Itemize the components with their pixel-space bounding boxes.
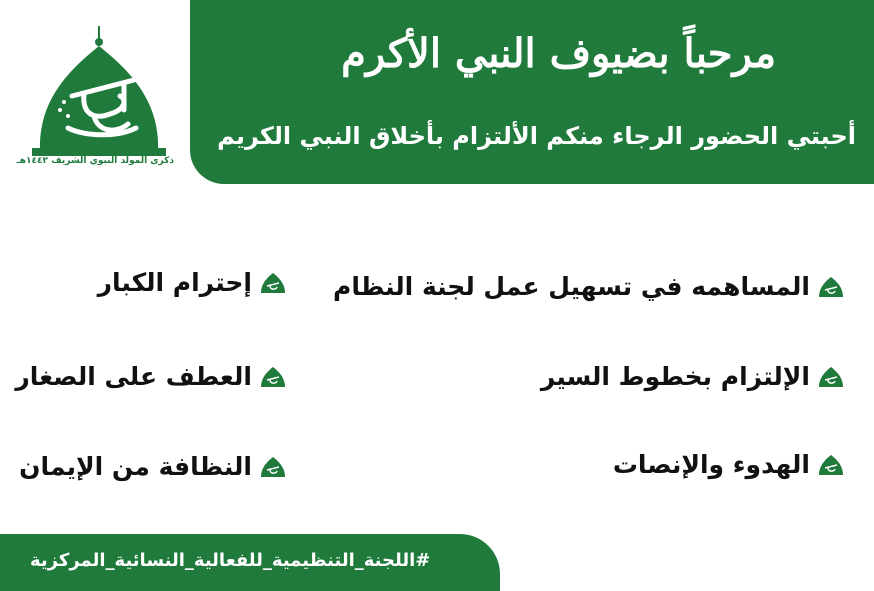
dome-bullet-icon [258, 455, 288, 479]
mosque-dome-logo [16, 24, 174, 170]
dome-bullet-icon [258, 271, 288, 295]
dome-bullet-icon [258, 365, 288, 389]
footer-banner [0, 534, 500, 591]
item-text: العطف على الصغار [15, 362, 252, 391]
footer-hashtag: #اللجنة_التنظيمية_للفعالية_النسائية_المركزية [30, 550, 431, 571]
item-text: الإلتزام بخطوط السير [540, 362, 810, 391]
list-item [333, 272, 846, 301]
dome-bullet-icon [816, 453, 846, 477]
list-item [613, 450, 846, 479]
item-text: النظافة من الإيمان [19, 452, 252, 481]
dome-bullet-icon [816, 275, 846, 299]
list-item [15, 362, 288, 391]
list-item [19, 452, 288, 481]
welcome-subtitle: أحبتي الحضور الرجاء منكم الألتزام بأخلاق النبي الكريم [217, 122, 856, 150]
dome-bullet-icon [816, 365, 846, 389]
list-item [541, 362, 846, 391]
item-text: المساهمه في تسهيل عمل لجنة النظام [333, 272, 810, 301]
list-item [98, 268, 288, 297]
logo-caption: ذكرى المولد النبوي الشريف ١٤٤٢هـ [16, 156, 174, 166]
welcome-title: مرحباً بضيوف النبي الأكرم [341, 30, 776, 77]
item-text: إحترام الكبار [97, 268, 252, 297]
header-banner [190, 0, 874, 184]
item-text: الهدوء والإنصات [612, 450, 810, 479]
